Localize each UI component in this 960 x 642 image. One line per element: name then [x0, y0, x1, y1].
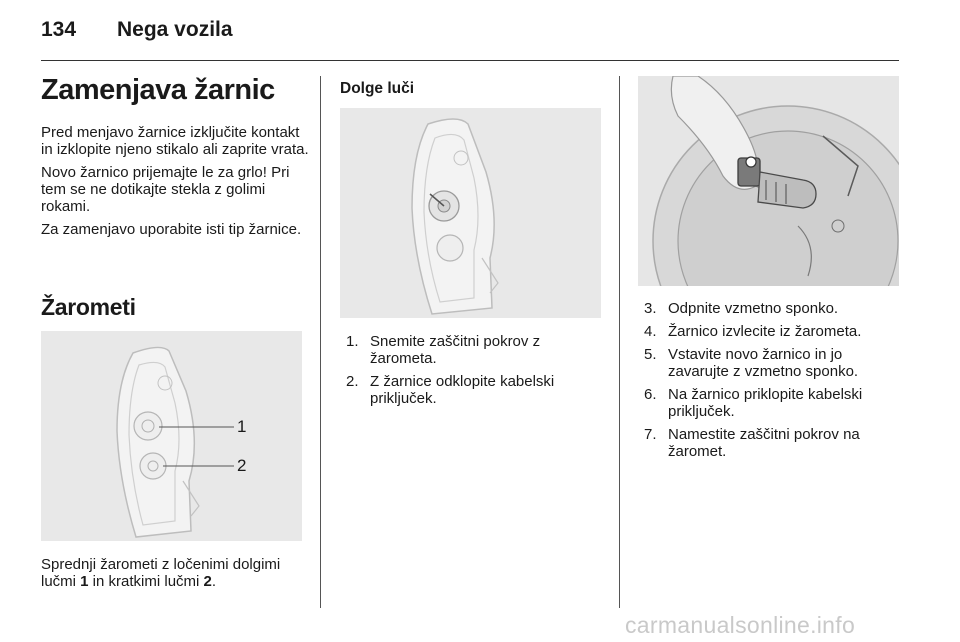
step-4-number: 4.: [644, 323, 657, 340]
figure-label-2: 2: [237, 456, 247, 475]
step-3: [644, 300, 904, 317]
high-beam-figure: [340, 108, 601, 318]
step-6: [644, 386, 904, 420]
step-6-number: 6.: [644, 386, 657, 403]
step-4: [644, 323, 904, 340]
step-1: [346, 333, 602, 367]
header-rule: [41, 60, 899, 61]
headlamp-figure: [41, 331, 302, 541]
step-3-text: Odpnite vzmetno sponko.: [668, 300, 839, 317]
step-1-number: 1.: [346, 333, 359, 350]
caption-part-3: .: [211, 573, 217, 590]
page-title: Zamenjava žarnic: [41, 74, 275, 106]
step-4-text: Žarnico izvlecite iz žarometa.: [668, 323, 862, 340]
headlamps-heading: Žarometi: [41, 294, 136, 320]
step-2: [346, 373, 602, 407]
step-1-text: Snemite zaščitni pokrov z žarometa.: [370, 333, 541, 367]
step-2-text: Z žarnice odklopite kabelski priključek.: [370, 373, 555, 407]
high-beam-illustration: [340, 108, 601, 318]
step-2-number: 2.: [346, 373, 359, 390]
caption-part-2: in kratkimi lučmi: [88, 573, 204, 590]
headlamp-illustration: [41, 331, 302, 541]
step-5: [644, 346, 904, 380]
intro-paragraph-1: Pred menjavo žarnice izključite kontakt in izklopite njeno stikalo ali zaprite vrata.: [41, 124, 309, 158]
step-5-number: 5.: [644, 346, 657, 363]
caption-part-1: Sprednji žarometi z ločenimi dolgimi lučmi: [41, 556, 281, 590]
caption-bold-2: 2: [203, 573, 212, 590]
step-3-number: 3.: [644, 300, 657, 317]
bulb-removal-figure: [638, 76, 899, 286]
high-beam-heading: Dolge luči: [340, 80, 415, 97]
step-5-text: Vstavite novo žarnico in jo zavarujte z vzmetno sponko.: [668, 346, 859, 380]
steps-right: [644, 300, 904, 466]
caption-bold-1: 1: [80, 573, 89, 590]
figure-caption: [41, 556, 309, 590]
intro-paragraph-3: Za zamenjavo uporabite isti tip žarnice.: [41, 221, 302, 238]
watermark: carmanualsonline.info: [625, 612, 856, 638]
step-7-text: Namestite zaščitni pokrov na žaromet.: [668, 426, 860, 460]
bulb-removal-illustration: [638, 76, 899, 286]
intro-paragraph-2: Novo žarnico prijemajte le za grlo! Pri tem se ne dotikajte stekla z golimi rokami.: [41, 164, 290, 215]
steps-middle: [346, 333, 602, 413]
column-divider-left: [320, 76, 321, 608]
figure-label-1: 1: [237, 417, 247, 436]
step-7: [644, 426, 904, 460]
column-divider-right: [619, 76, 620, 608]
step-6-text: Na žarnico priklopite kabelski priključek.: [668, 386, 863, 420]
section-header: Nega vozila: [117, 18, 233, 41]
page-number: 134: [41, 18, 77, 41]
step-7-number: 7.: [644, 426, 657, 443]
intro-text: [41, 124, 309, 244]
